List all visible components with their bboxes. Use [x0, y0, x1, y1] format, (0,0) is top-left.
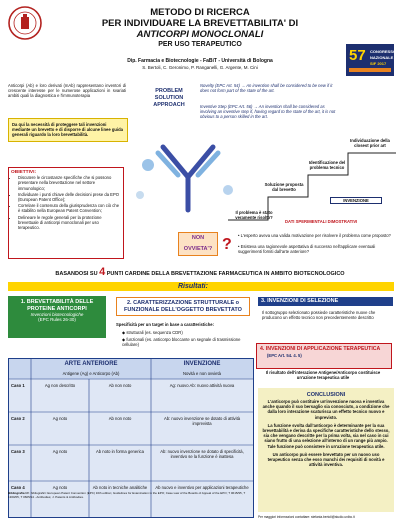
conclusions-title: CONCLUSIONI	[306, 392, 346, 398]
step-solution: Soluzione proposta dal brevetto	[264, 182, 304, 193]
conclusions-p1: L'anticorpo può costituire un'invenzione nuova e inventiva anche quando il suo bersaglio sia conosciuto, a condizione che dalla loro interazione scaturisca un effetto tecnico nuovo e imprevisto.	[262, 399, 390, 420]
psa-line2: SOLUTION	[154, 95, 184, 101]
banner-pre: BASANDOSI SU	[55, 271, 98, 277]
question-mark: ?	[222, 236, 232, 253]
point4-title: 4. INVENZIONI DI APPLICAZIONE TERAPEUTICA	[260, 346, 381, 352]
table-row-2-ab: Ab non noto	[108, 416, 132, 421]
psa-line1: PROBLEM	[155, 88, 183, 94]
point1-sub: Invenzioni biotecnologiche	[30, 312, 84, 317]
title-line1: METODO DI RICERCA	[150, 7, 250, 18]
contact-line: Per maggiori informazioni contattare: stefania.bertoli@studio.unibo.it	[258, 515, 355, 519]
table-row-1-case: Caso 1	[11, 383, 25, 388]
inventive-step-definition: Inventive Step (EPC Art. 56) → An invention shall be considered as involving an inventive step if, having regard to the state of the art, it is not obvious to a person skilled in the art.	[200, 104, 336, 120]
table-row-4-case: Caso 4	[11, 485, 25, 490]
table-row-3-ab: Ab noto in forma generica	[96, 449, 144, 454]
point2-b2: funzionali (es. anticorpo bloccante un segnale di trasmissione cellulare)	[122, 337, 241, 348]
table-row-4-ab: Ab noto in tecniche analitiche	[92, 485, 148, 490]
point4-ref: (EPC Art. 54. 4. 5)	[267, 352, 302, 358]
table-row-4-inv: Ab nuovo e inventivo per applicazioni terapeutiche	[155, 485, 249, 490]
objective-item: • Individuare i punti chiave delle decisioni prese da EPO (European Patent Office);	[18, 192, 121, 202]
university-seal	[8, 6, 42, 40]
point2-lead: Specificità per un target in base a caratteristiche:	[116, 322, 214, 327]
point2-bullet-functional: ◆ funzionali (es. anticorpo bloccante un segnale di trasmissione cellulare)	[122, 337, 241, 348]
conclusions-box	[258, 388, 394, 512]
table-row-2-case: Caso 2	[11, 416, 25, 421]
point1-box	[8, 296, 106, 338]
intro-text: Anticorpi (Ab) e loro derivati (mAb) rappresentano inventori di crescente interesse per le numerose applicazioni in svariati ambiti quali la diagnostica e l'immunoterapia	[8, 83, 126, 99]
four-points-banner	[8, 266, 392, 280]
table-row-3-case: Caso 3	[11, 449, 25, 454]
non-obviousness-label: NON OVVIETA'?	[183, 235, 213, 252]
objective-item: • Correlare il contenuto della giurisprudenza con ciò che è stabilito nella European Patent Convention;	[18, 203, 121, 213]
table-row-3-inv: Ab: nuovo invenzione se dotato di specificità, inventivo se la funzione è inattesa	[160, 449, 244, 460]
objective-item: • Delineare le regole generali per la protezione brevettuale di anticorpi monoclonali per uso terapeutico.	[18, 215, 121, 231]
obviousness-question-2: • Esisteva una ragionevole aspettativa di successo nell'applicare eventuali suggerimenti forniti dall'arte anteriore?	[238, 244, 376, 255]
table-header-prior-art: ARTE ANTERIORE	[64, 361, 118, 367]
poster-title	[60, 7, 340, 49]
experimental-data: DATI SPERIMENTALI DIMOSTRATIVI	[285, 219, 358, 224]
references-text: Rif. bibliografici: European Patent Convention (EPC) 16th edition; Guidelines for Examination in the EPO; Case Law of the Boards of Appeal of the EPO; T 0615/95, T 1300/05, T 0605/14 - Antibodies; J. Patents & Antibodies.	[8, 491, 246, 499]
point4-note: Il risultato dell'interazione Antigene/Anticorpo costituisce un'azione terapeutica utile	[265, 370, 381, 381]
point2-b1: strutturali (es. sequenza CDR)	[126, 330, 183, 335]
point4-box	[256, 343, 392, 369]
objectives-box	[8, 167, 124, 259]
step-technical-problem: Identificazione del problema tecnico	[308, 160, 346, 171]
invenzione-label: INVENZIONE	[330, 197, 382, 204]
objectives-list	[11, 175, 121, 230]
title-line4: PER USO TERAPEUTICO	[158, 41, 242, 48]
obviousness-question-1-text: L'esperto aveva una valida motivazione per risolvere il problema come proposto?	[240, 233, 391, 238]
non-obviousness-box	[178, 232, 218, 256]
table-row-1-ab: Ab non noto	[108, 383, 132, 388]
table-row-1-inv: Ag: nuovo Ab: nuovo attività nuova	[169, 383, 235, 388]
banner-number: 4	[99, 266, 106, 278]
point1-title: 1. BREVETTABILITÀ DELLE PROTEINE ANTICORPI	[20, 299, 94, 312]
table-row-4-ag: Ag noto	[52, 485, 68, 490]
title-line2: PER INDIVIDUARE LA BREVETTABILITA' DI	[101, 18, 299, 29]
table-header-invention: INVENZIONE	[183, 361, 221, 367]
problem-solved-question: Il problema è stato veramente risolto?	[235, 210, 273, 221]
department: Dip. Farmacia e Biotecnologie - FaBiT - Università di Bologna	[127, 58, 273, 64]
intro-highlight: Da qui la necessità di proteggere tali invenzioni mediante un brevetto e di disporre di alcune linee guida generali riguardo la loro brevettabilità.	[8, 118, 128, 142]
references	[8, 492, 252, 500]
obviousness-question-2-text: Esisteva una ragionevole aspettativa di successo nell'applicare eventuali suggerimenti forniti dall'arte anteriore?	[238, 244, 376, 255]
results-title: Risultati:	[178, 283, 208, 290]
badge-number: 57	[349, 47, 366, 64]
table-row-1-ag: Ag non descritto	[44, 383, 76, 388]
obviousness-question-1: • L'esperto aveva una valida motivazione per risolvere il problema come proposto?	[238, 233, 391, 238]
table-subheader-prior-art: Antigene (Ag) e Anticorpo (Ab)	[62, 371, 120, 376]
point3-text: Il sottogruppo selezionato possiede caratteristiche nuove che producono un effetto tecnico non precedentemente descritto	[262, 310, 376, 321]
authors: S. Bertoli, C. Geronimo, P. Ranganelli, G. Argente, M. Cini	[142, 65, 258, 70]
badge-line1: CONGRESSO	[370, 49, 397, 54]
badge-line3: SIF 2017	[370, 61, 387, 66]
problem-solution-approach-label	[140, 88, 198, 109]
table-subheader-invention: Novità e non ovvietà	[183, 371, 221, 376]
table-row-2-inv: Ab: nuovo invenzione se dotato di attività imprevista	[163, 416, 241, 427]
point3-title: 3. INVENZIONI DI SELEZIONE	[258, 297, 393, 306]
banner-post: PUNTI CARDINE DELLA BREVETTAZIONE FARMACEUTICA IN AMBITO BIOTECNOLOGICO	[106, 271, 345, 277]
badge-stripe	[349, 68, 391, 72]
novelty-definition: Novelty (EPC Art. 54) → An invention shall be considered to be new if it does not form part of the state of the art.	[200, 83, 333, 94]
objective-item: • Discutere le circostanze specifiche che si possono presentare nella brevettazione nel settore immunologico;	[18, 175, 121, 191]
congress-badge	[346, 44, 397, 76]
psa-line3: APPROACH	[153, 102, 185, 108]
references-title: Bibliografia	[8, 491, 25, 495]
badge-line2: NAZIONALE	[370, 55, 394, 60]
table-row-2-ag: Ag noto	[52, 416, 68, 421]
point2-title: 2. CARATTERIZZAZIONE STRUTTURALE o FUNZIONALE DELL'OGGETTO BREVETTATO	[116, 297, 250, 316]
conclusions-p2: La funzione svolta dall'anticorpo è determinante per la sua brevettabilità e deriva da specifiche caratteristiche dello stesso, sia che vengano descritte per la prima volta, sia nel caso in cui siano frutto di una selezione all'interno di un range più ampio. Tale funzione può consistere in un'azione terapeutica utile.	[262, 422, 390, 449]
conclusions-p3: Un anticorpo può essere brevettato per un nuovo uso terapeutico senza che esso manchi dei requisiti di novità e attività inventiva.	[267, 451, 385, 468]
title-line3: ANTICORPI MONOCLONALI	[136, 29, 264, 40]
point1-ref: (EPC Rules 26-30)	[38, 317, 76, 322]
objectives-title: OBIETTIVI:	[11, 170, 37, 175]
table-row-3-ag: Ag noto	[52, 449, 68, 454]
step-prior-art: Individuazione della closest prior art	[350, 138, 390, 149]
point2-bullet-structural: ◆ strutturali (es. sequenza CDR)	[122, 330, 183, 335]
